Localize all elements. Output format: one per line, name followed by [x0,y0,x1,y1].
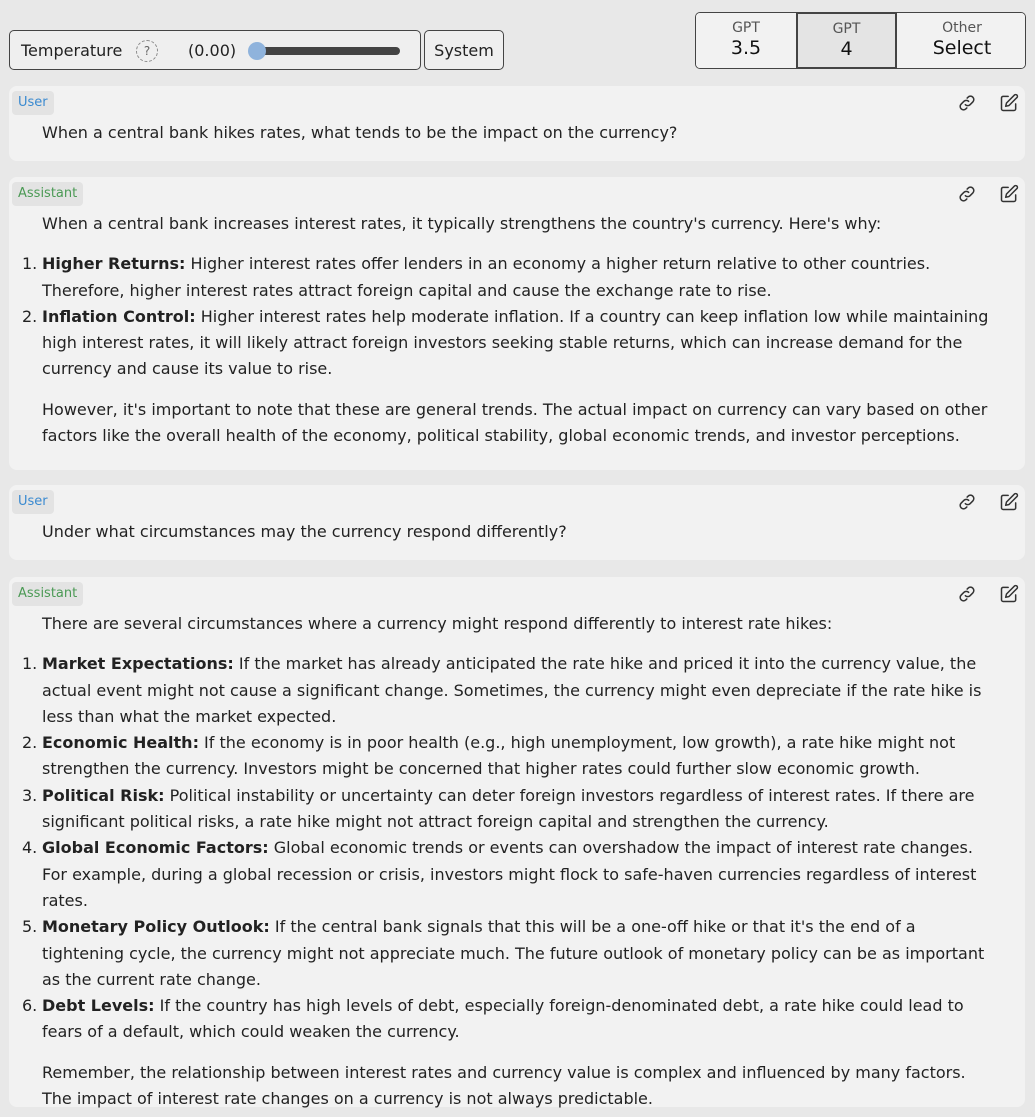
role-badge: User [12,91,54,115]
help-icon[interactable]: ? [136,40,158,62]
message-outro: Remember, the relationship between interest rates and currency value is complex and influenced by many factors. The impact of interest rate changes on a currency is not always predictable. [42,1062,966,1109]
list-item [22,251,989,304]
message-content: When a central bank hikes rates, what tends to be the impact on the currency? [42,123,678,142]
role-badge: Assistant [12,582,83,606]
list-number: 1. [22,654,38,674]
model-other-select-button[interactable] [897,13,1026,68]
list-number: 5. [22,917,38,937]
list-item [22,783,989,836]
list-item-title: Political Risk: [42,785,165,805]
list-item [22,835,989,914]
role-badge: User [12,490,54,514]
toolbar [0,0,1035,84]
model-selector [695,12,1026,69]
list-item-title: Higher Returns: [42,254,186,274]
list-item-text: Higher interest rates offer lenders in an economy a higher return relative to other countries. Therefore, higher interest rates attract foreign capital and cause the exchange rate to rise. [42,254,931,300]
edit-icon[interactable] [999,184,1019,204]
list-item-title: Inflation Control: [42,306,196,326]
model-small-label: GPT [832,21,861,37]
temperature-slider-track[interactable] [257,47,400,55]
message-assistant [9,177,1025,470]
list-item-text: If the central bank signals that this will be a one-off hike or that it's the end of a tightening cycle, the currency might not appreciate much. The future outlook of monetary policy can be as important as the current rate change. [42,917,985,989]
edit-icon[interactable] [999,93,1019,113]
temperature-label: Temperature [21,41,123,60]
list-item-title: Economic Health: [42,733,199,753]
message-outro: However, it's important to note that these are general trends. The actual impact on currency can vary based on other factors like the overall health of the economy, political stability, global economic trends, and investor perceptions. [42,399,988,446]
message-list [22,251,989,382]
list-item-title: Market Expectations: [42,654,234,674]
list-number: 6. [22,996,38,1016]
list-item-title: Global Economic Factors: [42,838,269,858]
model-gpt-3-5-button[interactable] [696,13,797,68]
message-user [9,485,1025,560]
model-big-label: 3.5 [730,37,762,59]
list-item-text: If the economy is in poor health (e.g., high unemployment, low growth), a rate hike might not strengthen the currency. Investors might be concerned that higher rates could further slow economic growth. [42,733,956,779]
message-content [22,611,989,1112]
list-number: 1. [22,254,38,274]
message-content [22,211,989,449]
list-item-text: Political instability or uncertainty can deter foreign investors regardless of interest rates. If there are significant political risks, a rate hike might not attract foreign capital and strengthen the currency. [42,785,975,832]
model-big-label: Select [932,37,992,59]
list-number: 3. [22,785,38,805]
message-user [9,86,1025,161]
model-small-label: GPT [732,20,760,36]
message-assistant [9,577,1025,1107]
model-small-label: Other [942,20,982,36]
link-icon[interactable] [957,93,977,113]
message-list [22,651,989,1045]
list-item [22,993,989,1046]
list-item [22,730,989,783]
message-content: Under what circumstances may the currency respond differently? [42,522,567,541]
role-badge: Assistant [12,182,83,206]
link-icon[interactable] [957,492,977,512]
list-item [22,914,989,993]
list-number: 4. [22,838,38,858]
list-item [22,304,989,383]
temperature-value: (0.00) [188,41,237,60]
list-item-title: Monetary Policy Outlook: [42,917,270,937]
list-item-title: Debt Levels: [42,996,155,1016]
model-big-label: 4 [840,38,853,60]
model-gpt-4-button[interactable] [796,12,897,69]
message-intro: When a central bank increases interest rates, it typically strengthens the country's currency. Here's why: [42,214,882,233]
list-item-text: If the country has high levels of debt, especially foreign-denominated debt, a rate hike could lead to fears of a default, which could weaken the currency. [42,996,964,1042]
system-button[interactable]: System [424,30,504,70]
temperature-slider-thumb[interactable] [248,42,266,60]
list-number: 2. [22,306,38,326]
list-item [22,651,989,730]
edit-icon[interactable] [999,584,1019,604]
message-intro: There are several circumstances where a currency might respond differently to interest rate hikes: [42,614,833,633]
link-icon[interactable] [957,184,977,204]
temperature-control [9,30,421,70]
link-icon[interactable] [957,584,977,604]
list-item-text: Global economic trends or events can overshadow the impact of interest rate changes. For example, during a global recession or crisis, investors might flock to safe-haven currencies regardless of interest rates. [42,838,977,910]
list-number: 2. [22,733,38,753]
list-item-text: Higher interest rates help moderate inflation. If a country can keep inflation low while maintaining high interest rates, it will likely attract foreign investors seeking stable returns, which can increase demand for the currency and cause its value to rise. [42,306,989,379]
list-item-text: If the market has already anticipated the rate hike and priced it into the currency value, the actual event might not cause a significant change. Sometimes, the currency might even depreciate if the rate hike is less than what the market expected. [42,654,982,726]
edit-icon[interactable] [999,492,1019,512]
